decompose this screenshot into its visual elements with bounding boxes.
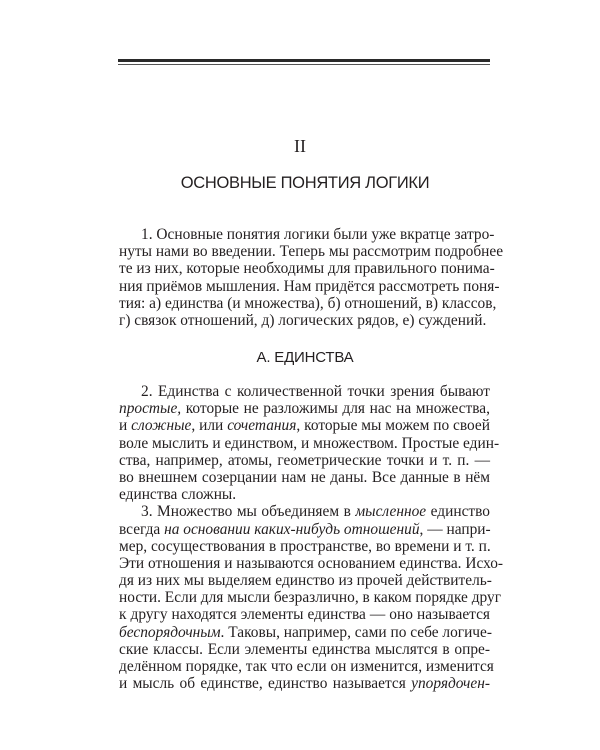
section-title: А. ЕДИНСТВА <box>256 349 354 366</box>
text-line <box>119 294 497 312</box>
text: 2. Единства с количественной точки зрения бывают <box>141 383 490 400</box>
italic-text: беспорядочным <box>119 623 221 641</box>
text-line <box>119 606 490 623</box>
text: 1. Основные понятия логики были уже вкратце затро- <box>141 226 495 243</box>
text-line <box>119 277 500 295</box>
text: Эти отношения и называются основанием единства. Исхо- <box>119 554 504 572</box>
text-line <box>119 400 490 417</box>
text: делённом порядке, так что если он изменится, изменится <box>119 658 494 675</box>
italic-text: упорядочен- <box>411 675 490 693</box>
italic-text: на основании каких-нибудь отношений <box>164 520 420 538</box>
text: и <box>119 417 132 435</box>
text: нуты нами во введении. Теперь мы рассмотрим подробнее <box>119 243 504 261</box>
text: во внешнем созерцании нам не даны. Все данные в нём <box>119 468 490 486</box>
italic-text: простые, <box>119 400 182 418</box>
text-line <box>119 312 490 329</box>
text-line <box>119 641 490 658</box>
text: , или <box>191 417 228 435</box>
chapter-number: II <box>294 136 306 156</box>
text: , которые мы можем по своей <box>296 417 490 435</box>
text-line <box>119 452 490 469</box>
text: ства, например, атомы, геометрические точки и т. п. — <box>119 451 490 469</box>
text-line <box>119 623 493 641</box>
text: и мысль об единстве, единство называется <box>119 675 412 693</box>
text: которые не разложимы для нас на множества, <box>181 400 490 418</box>
text: , — напри- <box>419 520 491 538</box>
text: ские классы. Если элементы единства мыслятся в опре- <box>119 640 490 658</box>
chapter-title: ОСНОВНЫЕ ПОНЯТИЯ ЛОГИКИ <box>180 174 430 192</box>
text-line <box>119 469 490 486</box>
text: мер, сосуществования в пространстве, во времени и т. п. <box>119 537 491 555</box>
italic-text: сложные <box>131 417 192 435</box>
text-line <box>119 675 490 692</box>
header-rule-thin <box>118 64 490 65</box>
text: ния приёмов мышления. Нам придётся рассмотреть поня- <box>119 277 500 295</box>
text: единство <box>426 503 490 521</box>
text-line <box>119 521 490 538</box>
text: дя из них мы выделяем единство из прочей действитель- <box>119 572 492 590</box>
text-line <box>119 554 504 572</box>
text-line <box>119 417 490 434</box>
text: 3. Множество мы объединяем в <box>141 503 356 521</box>
italic-text: мысленное <box>355 503 427 521</box>
text-line <box>119 383 490 400</box>
text: те из них, которые необходимы для правильного понима- <box>119 260 495 278</box>
text-line <box>119 486 490 503</box>
text: тия: а) единства (и множества), б) отношений, в) классов, <box>119 294 497 312</box>
text-line <box>119 589 502 607</box>
text-line <box>119 538 490 555</box>
text-line <box>119 658 494 675</box>
text-line <box>119 572 490 589</box>
text-line <box>119 260 495 278</box>
paragraph-1 <box>119 226 504 329</box>
header-rule-thick <box>118 59 490 62</box>
text: г) связок отношений, д) логических рядов, е) суждений. <box>119 311 487 329</box>
paragraph-2-3 <box>119 383 504 693</box>
text-line <box>119 243 504 261</box>
text: к другу находятся элементы единства — оно называется <box>119 606 490 624</box>
text: всегда <box>119 520 165 538</box>
text-line <box>119 434 500 452</box>
text: ности. Если для мысли безразлично, в каком порядке друг <box>119 589 502 607</box>
italic-text: сочетания <box>227 417 297 435</box>
text-line <box>119 503 490 520</box>
text: . Таковы, например, сами по себе логиче- <box>220 623 493 641</box>
text: воле мыслить и единством, и множеством. Простые един- <box>119 434 500 452</box>
text: единства сложны. <box>119 486 237 504</box>
text-line <box>119 226 495 243</box>
